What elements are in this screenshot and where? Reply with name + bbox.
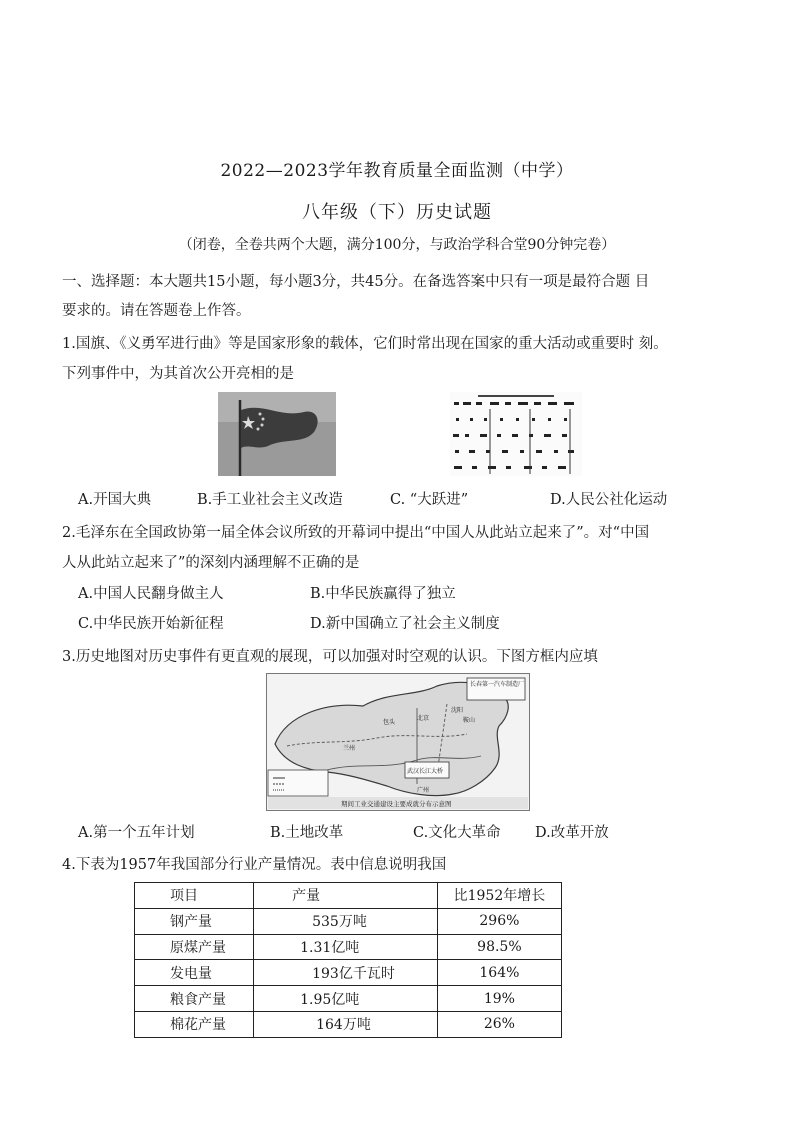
q3-option-a: A.第一个五年计划 <box>78 825 195 841</box>
q3-option-b: B.土地改革 <box>270 825 344 841</box>
q2-option-a: A.中国人民翻身做主人 <box>78 586 224 602</box>
national-flag-photo <box>218 392 336 476</box>
table-header-cell: 产量 <box>254 883 438 909</box>
q1-stem-line2: 下列事件中，为其首次公开亮相的是 <box>62 366 294 382</box>
table-cell-growth: 164% <box>437 960 561 986</box>
table-cell-growth: 296% <box>437 908 561 934</box>
table-cell-output: 1.95亿吨 <box>254 986 438 1012</box>
q2-option-c: C.中华民族开始新征程 <box>78 616 224 632</box>
table-cell-growth: 19% <box>437 986 561 1012</box>
section-instructions-line1: 一、选择题：本大题共15小题，每小题3分，共45分。在备选答案中只有一项是最符合题 目 <box>62 274 650 290</box>
table-row <box>135 960 562 986</box>
exam-title: 2022—2023学年教育质量全面监测（中学） <box>220 161 574 181</box>
table-cell-growth: 26% <box>437 1011 561 1037</box>
exam-note: （闭卷，全卷共两个大题，满分100分，与政治学科合堂90分钟完卷） <box>178 237 616 253</box>
table-row <box>135 1011 562 1037</box>
map-label-lanzhou: 兰州 <box>343 745 356 752</box>
table-cell-item: 钢产量 <box>135 908 254 934</box>
table-cell-output: 1.31亿吨 <box>254 934 438 960</box>
production-table <box>134 882 562 1038</box>
anthem-score-image <box>450 392 582 476</box>
table-cell-growth: 98.5% <box>437 934 561 960</box>
q2-option-d: D.新中国确立了社会主义制度 <box>310 616 500 632</box>
table-cell-item: 发电量 <box>135 960 254 986</box>
map-label-changchun: 长春第一汽车制造厂 <box>470 681 525 688</box>
map-label-baotou: 包头 <box>383 719 396 726</box>
table-cell-item: 原煤产量 <box>135 934 254 960</box>
table-cell-output: 535万吨 <box>254 908 438 934</box>
q1-option-c: C. “大跃进” <box>390 492 469 508</box>
map-label-guangzhou: 广州 <box>417 787 430 794</box>
map-label-beijing: 北京 <box>417 715 430 722</box>
map-label-shenyang: 沈阳 <box>451 707 464 714</box>
q2-stem-line2: 人从此站立起来了”的深刻内涵理解不正确的是 <box>62 555 360 571</box>
exam-subtitle: 八年级（下）历史试题 <box>302 202 492 223</box>
q2-stem-line1: 2.毛泽东在全国政协第一届全体会议所致的开幕词中提出“中国人从此站立起来了”。对“中国 <box>62 525 650 541</box>
table-row <box>135 908 562 934</box>
q1-option-d: D.人民公社化运动 <box>550 492 668 508</box>
map-caption: 期间工业交通建设主要成就分布示意图 <box>341 800 452 808</box>
q2-option-b: B.中华民族赢得了独立 <box>310 586 456 602</box>
table-row <box>135 986 562 1012</box>
table-cell-item: 粮食产量 <box>135 986 254 1012</box>
map-label-wuhan-bridge: 武汉长江大桥 <box>407 768 444 775</box>
table-cell-item: 棉花产量 <box>135 1011 254 1037</box>
table-cell-output: 193亿千瓦时 <box>254 960 438 986</box>
q1-stem-line1: 1.国旗、《义勇军进行曲》等是国家形象的载体，它们时常出现在国家的重大活动或重要时 刻。 <box>62 336 668 352</box>
q3-option-c: C.文化大革命 <box>413 825 501 841</box>
table-header-row <box>135 883 562 909</box>
table-row <box>135 934 562 960</box>
q3-option-d: D.改革开放 <box>535 825 609 841</box>
q3-stem-line1: 3.历史地图对历史事件有更直观的展现，可以加强对时空观的认识。下图方框内应填 <box>62 649 598 665</box>
table-header-cell: 项目 <box>135 883 254 909</box>
table-cell-output: 164万吨 <box>254 1011 438 1037</box>
q1-option-a: A.开国大典 <box>78 492 152 508</box>
map-label-anshan: 鞍山 <box>463 717 476 724</box>
table-header-cell: 比1952年增长 <box>437 883 561 909</box>
q1-option-b: B.手工业社会主义改造 <box>197 492 343 508</box>
q4-stem-line1: 4.下表为1957年我国部分行业产量情况。表中信息说明我国 <box>62 857 447 873</box>
industry-map-image <box>266 673 530 811</box>
section-instructions-line2: 要求的。请在答题卷上作答。 <box>62 303 251 319</box>
